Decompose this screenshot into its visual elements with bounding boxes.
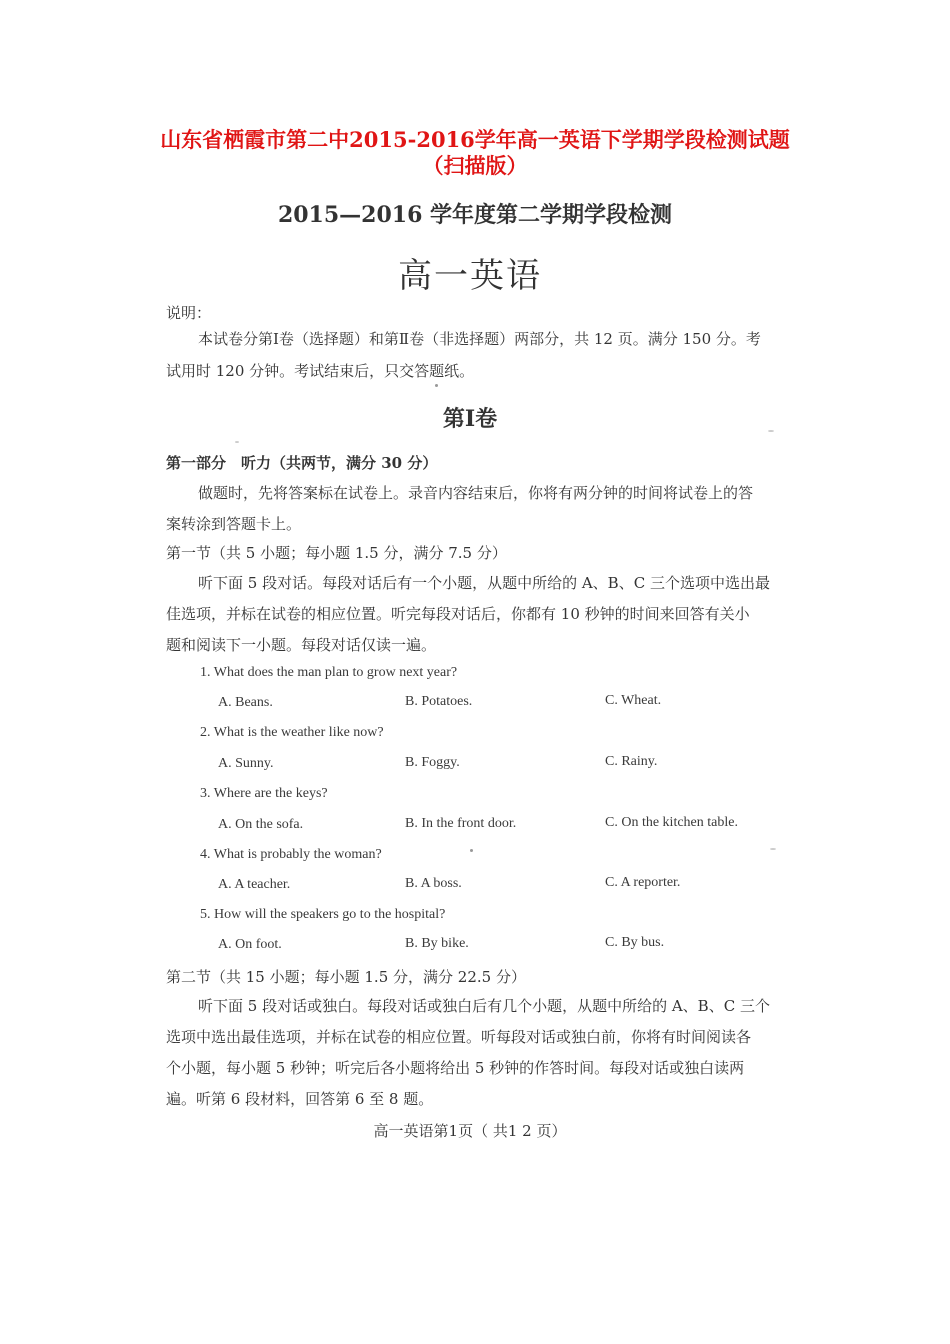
subject-title: 高一英语	[398, 256, 542, 296]
question-3-option-b: B. In the front door.	[405, 816, 517, 831]
question-1-option-a: A. Beans.	[218, 695, 273, 710]
question-2-option-a: A. Sunny.	[218, 756, 274, 771]
section1-intro-line-3: 题和阅读下一小题。每段对话仅读一遍。	[166, 636, 437, 654]
question-3-option-a: A. On the sofa.	[218, 817, 304, 832]
scan-speck	[770, 848, 776, 850]
question-1-option-c: C. Wheat.	[605, 693, 662, 708]
scan-speck	[435, 384, 438, 387]
question-4-option-c: C. A reporter.	[605, 875, 681, 890]
page-footer: 高一英语第1页（ 共1 2 页）	[373, 1122, 567, 1140]
question-4-option-a: A. A teacher.	[218, 877, 291, 892]
question-1-option-b: B. Potatoes.	[405, 694, 473, 709]
scan-speck	[470, 849, 473, 852]
section2-intro-line-3: 个小题，每小题 5 秒钟；听完后各小题将给出 5 秒钟的作答时间。每段对话或独白读两	[166, 1059, 745, 1077]
section1-intro-line-2: 佳选项，并标在试卷的相应位置。听完每段对话后，你都有 10 秒钟的时间来回答有关小	[166, 605, 750, 623]
question-4: 4. What is probably the woman?	[200, 847, 382, 862]
scan-speck	[768, 430, 774, 432]
document-subtitle: （扫描版）	[422, 153, 528, 178]
question-1: 1. What does the man plan to grow next year?	[200, 665, 458, 680]
section2-heading: 第二节（共 15 小题；每小题 1.5 分，满分 22.5 分）	[166, 968, 526, 986]
instructions-label: 说明：	[166, 304, 212, 322]
section2-intro-line-1: 听下面 5 段对话或独白。每段对话或独白后有几个小题，从题中所给的 A、B、C 三个	[198, 997, 770, 1015]
volume-heading: 第Ⅰ卷	[442, 406, 498, 432]
part1-intro-line-2: 案转涂到答题卡上。	[166, 515, 302, 533]
part1-heading: 第一部分 听力（共两节，满分 30 分）	[166, 454, 438, 472]
question-5-option-c: C. By bus.	[605, 935, 665, 950]
exam-header: 2015—2016 学年度第二学期学段检测	[277, 202, 673, 228]
part1-intro-line-1: 做题时，先将答案标在试卷上。录音内容结束后，你将有两分钟的时间将试卷上的答	[198, 484, 754, 502]
instructions-line-1: 本试卷分第Ⅰ卷（选择题）和第Ⅱ卷（非选择题）两部分，共 12 页。满分 150 分。考	[198, 330, 761, 348]
section1-intro-line-1: 听下面 5 段对话。每段对话后有一个小题，从题中所给的 A、B、C 三个选项中选出最	[198, 574, 770, 592]
section2-intro-line-4: 遍。听第 6 段材料，回答第 6 至 8 题。	[166, 1090, 434, 1108]
question-2-option-b: B. Foggy.	[405, 755, 460, 770]
scan-speck	[235, 441, 239, 443]
question-5: 5. How will the speakers go to the hospital?	[200, 907, 446, 922]
question-2-option-c: C. Rainy.	[605, 754, 658, 769]
question-4-option-b: B. A boss.	[405, 876, 462, 891]
question-3: 3. Where are the keys?	[200, 786, 328, 801]
question-5-option-b: B. By bike.	[405, 936, 469, 951]
instructions-line-2: 试用时 120 分钟。考试结束后，只交答题纸。	[166, 362, 475, 380]
document-title: 山东省栖霞市第二中2015-2016学年高一英语下学期学段检测试题	[160, 127, 790, 152]
question-5-option-a: A. On foot.	[218, 937, 282, 952]
section2-intro-line-2: 选项中选出最佳选项，并标在试卷的相应位置。听每段对话或独白前，你将有时间阅读各	[166, 1028, 752, 1046]
question-3-option-c: C. On the kitchen table.	[605, 815, 738, 830]
section1-heading: 第一节（共 5 小题；每小题 1.5 分，满分 7.5 分）	[166, 544, 507, 562]
question-2: 2. What is the weather like now?	[200, 725, 384, 740]
